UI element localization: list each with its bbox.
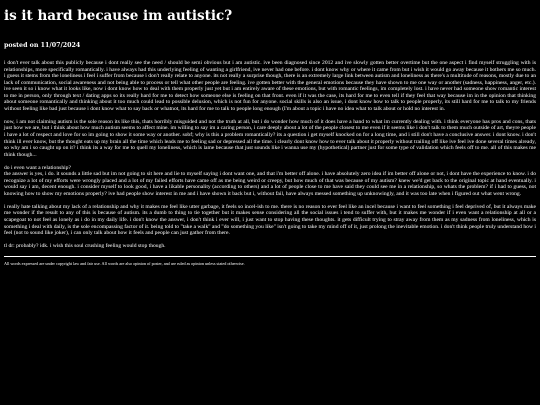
posted-date: posted on 11/07/2024: [4, 42, 81, 49]
page-title: is it hard because im autistic?: [4, 8, 233, 24]
paragraph-2: now, i am not claiming autism is the sole reason its like this, thats horribly misguided and not the truth at all, but i do wonder how much of it does have a hand to what im currently dealing with. i think everyone has pros and cons, thats just how we are, but i think about how much autism seems to affect mine. im willing to say im a caring person, i care deeply about a lot of the people closest to me even if it seems like i don't talk to them much outside of art, theyre people i have a lot of respect and love for so im going to show it some way or another. sobf; why is this a problem romantically? its a question i get myself knocked on for a long time, and i still don't have a conclusive answer. i dont know. i don't think ill ever know, but the thought eats up my brain all the time which leads me to feeling sad or depressed all the time. i clearly dont know how to ever talk about it properly without trailing off like ive feel ive done several times already, so why am i so caught up on it? i think its a way for me to quell my loneliness, which is lame because that just sounds like i wanna use my (hypothetical) partner just for some type of validation which feels off to me. all of this makes me think though...: [4, 118, 536, 158]
divider: [4, 256, 536, 257]
copyright-footer: All words expressed are under copyright law and fair use. All words are also opinion of poster, and are ruled as opinion unless stated otherwise.: [4, 261, 245, 267]
paragraph-tldr: tl dr: probably? idk. i wish this soul crushing feeling would stop though.: [4, 243, 166, 250]
paragraph-4: i really hate talking about my lack of a relationship and why it makes me feel like utter garbage, it feels so incel-ish to me. there is no reason to ever feel like an incel because i want to feel something i feel deprived of, but it always make me wonder if the result to any of this is because of autism. its a dumb to thing to tie together but it makes sense considering all the social issues i tend to suffer with, but it makes me wonder if i even want a relationship at all or a scapegoat to not feel as lonely as i do in my daily life. i don't know the answer, i don't think i ever will, i just want to stop having these thoughts. it gets difficult trying to stray away from them as my sadness from loneliness, which is something i deal with daily, is the sole encompassing factor of it. being told to "take a walk" and "do something you like" isn't going to take my mind off of it, just prolong the inevitable emotion. i don't think people truly understand how i feel (not to sound like joker), i can only talk about how it feels and people can just gather from there.: [4, 203, 536, 237]
paragraph-3: do i even want a relationship? the answer is yes, i do. it sounds a little sad but im not going to sit here and lie to myself saying i dont want one, and that i'm better off alone. i have absolutely zero idea if im better off alone or not, i dont have the experience to know. i do recognize a lot of my efforts were wrongly placed and a lot of my failed efforts have came off as me being weird or creepy, but how much of that was because of my autism? knew we'd get back to the original topic at hand eventually. i would say i am, decent enough. i consider myself to look good, i have a likable personality (according to others) and a lot of people close to me have said they could see me in a relationship, so whats the problem? if i had to guess, not knowing how to show my emotions properly? ive had people show interest in me and i have shown it back but i, without fail, have always messed something up unknowingly, and it was too late when i figured out what went wrong.: [4, 164, 536, 197]
paragraph-1: i don't ever talk about this publicly because i dont really see the need / should be semi obvious but i am autistic. ive been diagnosed since 2012 and ive slowly gotten better overtime but the one aspect i find myself struggling with is relationships, more specifically romantically. i have always had this underlying feeling of wanting a girlfriend, ive never had one before. i dont know why or where it came from but i wish it would go away because it bothers me so much. i guess it stems from the loneliness i feel i suffer from because i don't really relate to anyone. its not really a surprise though, there is an extremely large link between autism and loneliness as there's a multitude of reasons, mostly due to an lack of communication, social awareness and not being able to process or tell what other people are feeling. ive gotten better with the general emotions because they have shown to me one way or another (sadness, happiness, anger, etc.). ive seen it so i know what it looks like, now i dont know how to deal with them properly just yet but i am entirely aware of these emotions, but with romantic feelings, im completely lost. i have never had someone show romantic interest to me in person, only through text / dating apps so its really hard for me to detect how someone else is feeling on that front. even if it was the case, its hard for me to even tell if they feel that way because im in the opinion that thinking about someone romantically and thinking about it too much could lead to possible delusion, which is not fun for anyone. social skills is also an issue, i dont know how to talk to people properly, its still hard for me to talk to my friends without feeling like bad just because i dont know what to say back or whatnot, its hard for me to talk to people long enough (I'm about a topic i have no idea what to talk about or hold no interest in.: [4, 60, 536, 112]
post-body: [4, 60, 536, 250]
